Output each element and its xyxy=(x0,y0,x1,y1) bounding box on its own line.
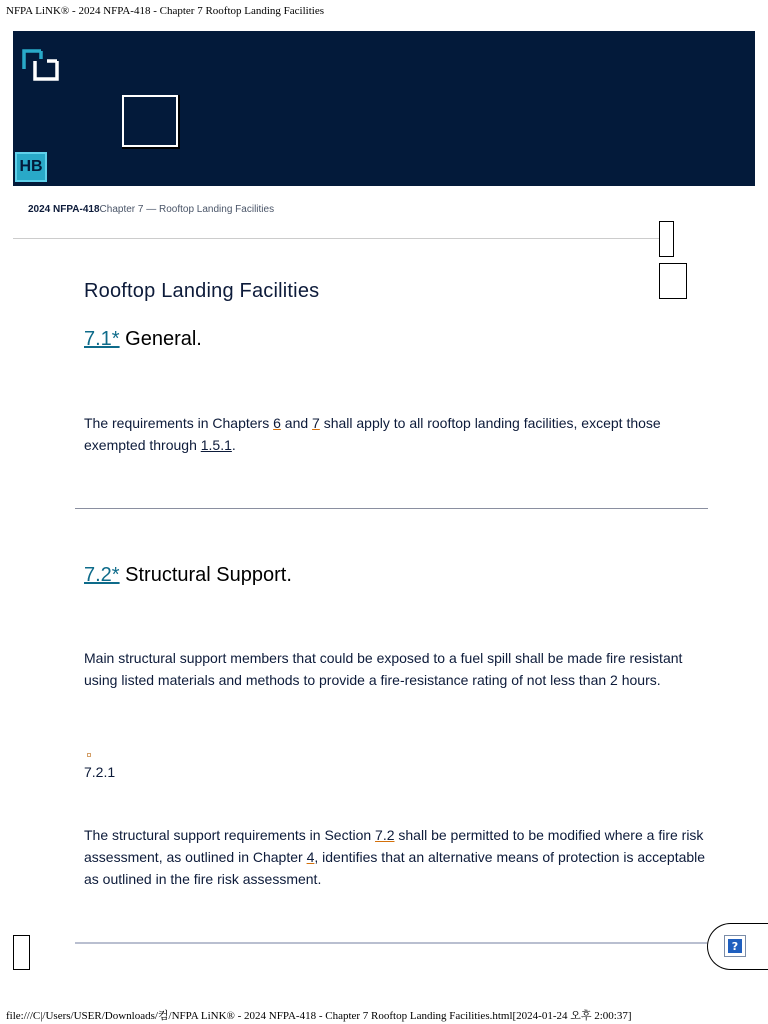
text-run: , identifies that an alternative means of protection is acceptable as outlined in the fire risk assessment. xyxy=(84,849,706,887)
chapter-6-link[interactable]: 6 xyxy=(273,415,281,431)
handbook-badge-button[interactable]: HB xyxy=(15,152,47,182)
side-button[interactable] xyxy=(13,935,30,970)
section-title-7-1: General. xyxy=(125,328,202,350)
section-text-7-2: Main structural support members that could be exposed to a fuel spill shall be made fire resistant using listed materials and methods to provide a fire-resistance rating of not less than 2 hours. xyxy=(84,650,683,688)
site-banner xyxy=(13,31,755,186)
footer-divider xyxy=(75,942,707,944)
section-heading-7-2 xyxy=(84,564,292,587)
text-run: shall be permitted to be modified where a fire risk assessment, as outlined in Chapter xyxy=(84,827,704,865)
section-text-7-1 xyxy=(84,412,714,456)
chapter-4-link[interactable]: 4 xyxy=(306,849,315,865)
help-icon[interactable] xyxy=(724,935,746,957)
subsection-marker-icon xyxy=(87,753,91,757)
text-run: . xyxy=(231,437,236,453)
text-run: The structural support requirements in Section xyxy=(84,827,376,843)
print-header: NFPA LiNK® - 2024 NFPA-418 - Chapter 7 Rooftop Landing Facilities xyxy=(6,5,324,17)
header-divider xyxy=(13,238,663,239)
breadcrumb-book-link[interactable]: 2024 NFPA-418 xyxy=(28,204,100,215)
section-number-link-7-2[interactable]: 7.2* xyxy=(84,564,120,586)
chapter-7-link[interactable]: 7 xyxy=(312,415,320,431)
subsection-number: 7.2.1 xyxy=(84,764,116,780)
toolbar-button-2[interactable] xyxy=(659,263,687,299)
section-title-7-2: Structural Support. xyxy=(125,564,292,586)
text-run: and xyxy=(280,415,313,431)
section-7-2-link[interactable]: 7.2 xyxy=(375,827,395,843)
section-1-5-1-link[interactable]: 1.5.1 xyxy=(200,437,232,453)
help-button[interactable] xyxy=(707,923,768,970)
section-number-link-7-1[interactable]: 7.1* xyxy=(84,328,120,350)
nfpa-link-logo-icon[interactable] xyxy=(21,47,61,83)
question-mark-icon: ? xyxy=(728,939,742,953)
text-run: The requirements in Chapters xyxy=(84,415,274,431)
section-divider xyxy=(75,508,708,509)
banner-image-placeholder xyxy=(122,95,178,147)
toolbar-button-1[interactable] xyxy=(659,221,674,257)
text-run: shall apply to all rooftop landing facilities, except those exempted through xyxy=(84,415,661,453)
page-title: Rooftop Landing Facilities xyxy=(84,280,320,302)
print-footer: file:///C|/Users/USER/Downloads/컴/NFPA LiNK® - 2024 NFPA-418 - Chapter 7 Rooftop Landing Facilities.html[2024-01-24 오후 2:00:37] xyxy=(6,1010,632,1022)
subsection-text-7-2-1 xyxy=(84,824,714,890)
section-heading-7-1 xyxy=(84,328,202,351)
breadcrumb xyxy=(28,204,274,215)
breadcrumb-chapter: Chapter 7 — Rooftop Landing Facilities xyxy=(99,204,275,215)
